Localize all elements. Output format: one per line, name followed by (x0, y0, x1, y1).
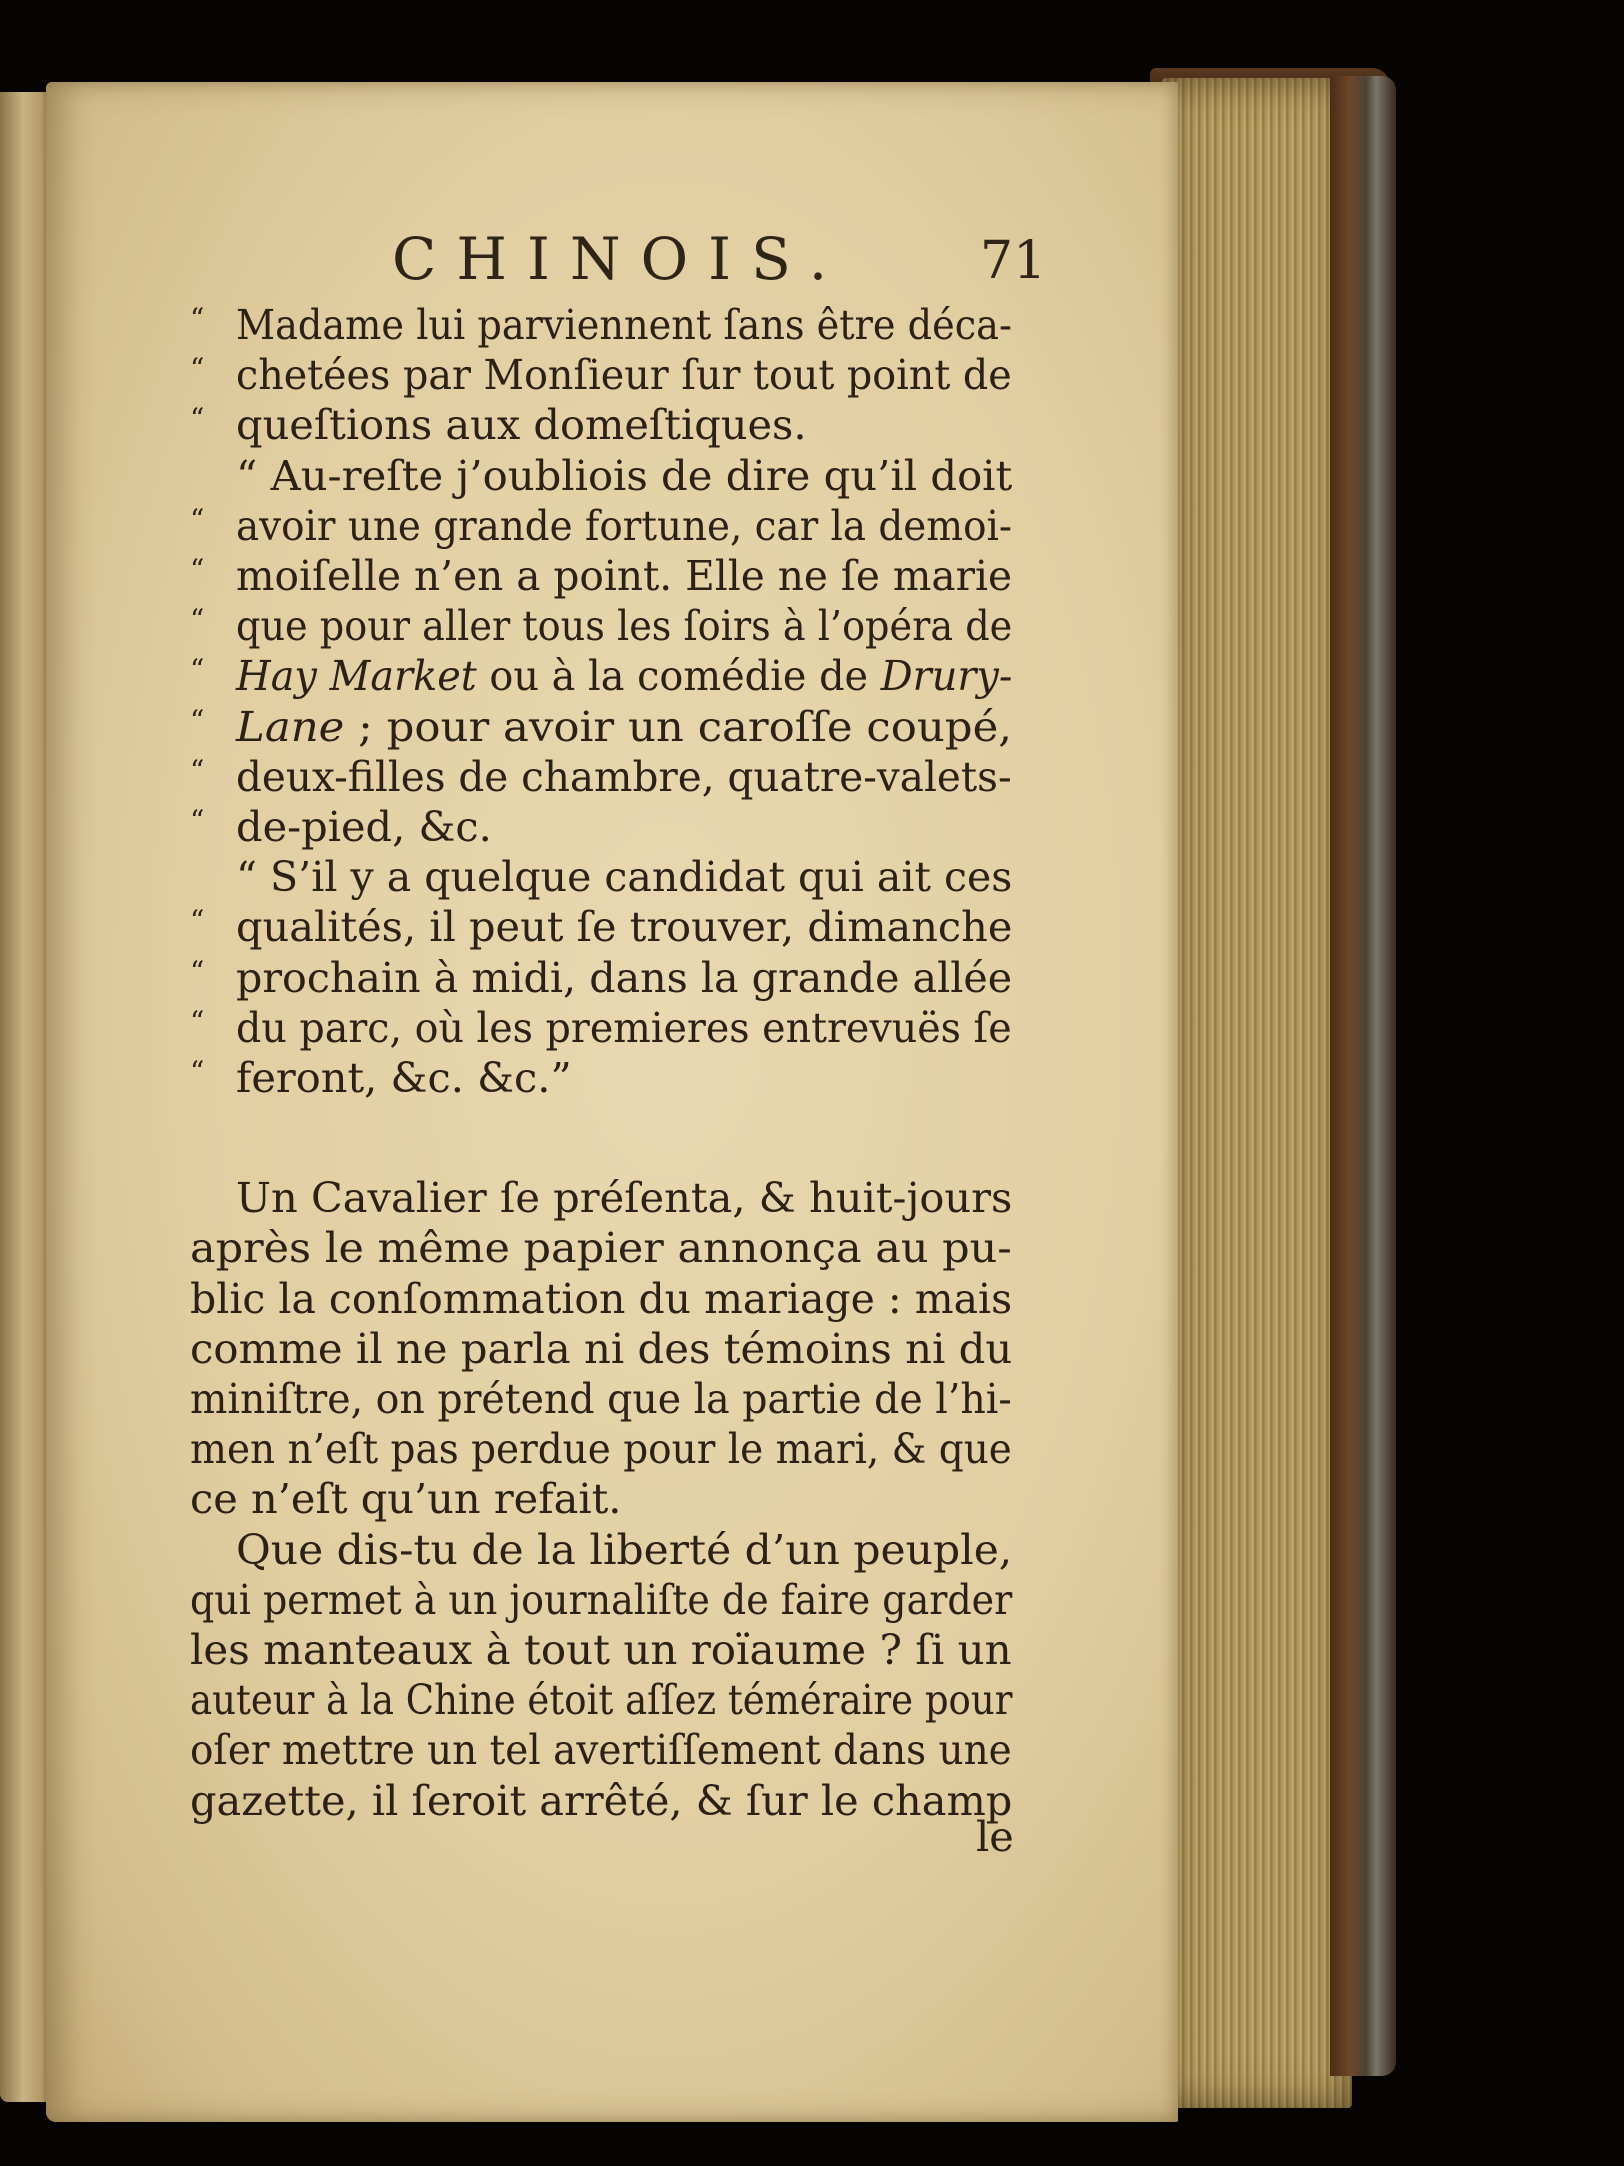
line-text (190, 1474, 621, 1524)
text-line (0, 501, 1624, 551)
text-run: du parc, où les premieres entrevuës ſe (236, 1002, 1012, 1052)
text-line (0, 1625, 1624, 1675)
line-text (190, 1776, 1012, 1826)
text-line (0, 1575, 1624, 1625)
text-line (0, 551, 1624, 601)
line-text (236, 1525, 1012, 1575)
line-text (190, 1725, 1012, 1775)
italic-text: Lane (236, 701, 345, 751)
text-line (0, 300, 1624, 350)
text-run: oſer mettre un tel avertiſſement dans une (190, 1725, 1012, 1775)
text-run: Madame lui parviennent ſans être déca- (236, 300, 1012, 349)
text-line (0, 400, 1624, 450)
quote-mark: “ (190, 553, 205, 586)
quote-mark: “ (190, 804, 205, 837)
text-line (0, 1675, 1624, 1725)
text-line (0, 1474, 1624, 1524)
line-text (236, 902, 1012, 952)
text-run: moiſelle n’en a point. Elle ne ſe marie (236, 551, 1013, 600)
line-text (236, 1053, 572, 1103)
line-text (190, 1625, 1012, 1675)
line-text (236, 953, 1012, 1003)
text-line (0, 1725, 1624, 1775)
line-text (236, 501, 1012, 551)
line-text (236, 551, 1012, 601)
text-line (0, 1274, 1624, 1324)
text-run: men n’eſt pas perdue pour le mari, & que (190, 1424, 1012, 1474)
running-head: CHINOIS. (392, 225, 848, 293)
catchword: le (976, 1812, 1014, 1861)
quote-mark: “ (190, 402, 205, 436)
text-run: les manteaux à tout un roïaume ? ſi un (190, 1625, 1012, 1674)
text-line (0, 852, 1624, 902)
text-run: ce n’eſt qu’un refait. (190, 1474, 622, 1524)
text-line (0, 802, 1624, 852)
line-text (190, 1223, 1012, 1273)
text-run: feront, &c. &c.” (236, 1053, 572, 1102)
text-line (0, 902, 1624, 952)
quote-mark: “ (190, 1055, 205, 1088)
quote-mark: “ (190, 904, 205, 938)
text-run: “ Au-reſte j’oubliois de dire qu’il doit (236, 450, 1013, 500)
text-line (0, 451, 1624, 501)
text-run: Un Cavalier ſe préſenta, & huit-jours (236, 1173, 1013, 1223)
quote-mark: “ (190, 502, 205, 536)
line-text (236, 702, 1012, 752)
line-text (236, 802, 492, 852)
text-line (0, 1525, 1624, 1575)
quote-mark: “ (190, 603, 205, 637)
text-run: ; pour avoir un caroſſe coupé, (344, 701, 1013, 751)
text-run: que pour aller tous les ſoirs à l’opéra de (236, 601, 1013, 651)
text-run: miniſtre, on prétend que la partie de l’hi- (190, 1374, 1012, 1423)
line-text (236, 651, 1012, 701)
quote-mark: “ (190, 703, 205, 737)
line-text (236, 1173, 1012, 1223)
text-line (0, 953, 1624, 1003)
line-text (236, 752, 1012, 802)
quote-mark: “ (190, 302, 205, 335)
text-line (0, 1003, 1624, 1053)
line-text (190, 1575, 1012, 1625)
text-run: avoir une grande fortune, car la demoi- (236, 500, 1013, 550)
text-line (0, 1776, 1624, 1826)
italic-text: Drury- (880, 651, 1013, 701)
line-text (236, 1003, 1012, 1053)
line-text (236, 350, 1012, 400)
text-run: deux-filles de chambre, quatre-valets- (236, 751, 1012, 801)
quote-mark: “ (190, 753, 205, 787)
text-run: “ S’il y a quelque candidat qui ait ces (236, 852, 1013, 902)
page-number: 71 (980, 231, 1047, 291)
line-text (236, 400, 807, 450)
text-line (0, 350, 1624, 400)
text-run: blic la conſommation du mariage : mais (190, 1273, 1013, 1323)
text-line (0, 651, 1624, 701)
line-text (236, 300, 1012, 350)
text-run: Que dis-tu de la liberté d’un peuple, (236, 1524, 1013, 1574)
text-run: ou à la comédie de (476, 651, 881, 701)
text-line (0, 1053, 1624, 1103)
line-text (236, 852, 1012, 902)
text-run: après le même papier annonça au pu- (190, 1223, 1012, 1273)
text-line (0, 1324, 1624, 1374)
text-line (0, 1223, 1624, 1273)
text-run: queſtions aux domeſtiques. (236, 400, 807, 450)
italic-text: Hay Market (236, 651, 477, 701)
line-text (190, 1274, 1012, 1324)
text-run: qui permet à un journaliſte de faire garder (190, 1574, 1013, 1624)
line-text (190, 1374, 1012, 1424)
text-run: prochain à midi, dans la grande allée (236, 952, 1013, 1002)
quote-mark: “ (190, 954, 205, 988)
line-text (190, 1424, 1012, 1474)
text-run: chetées par Monſieur ſur tout point de (236, 350, 1012, 400)
text-line (0, 601, 1624, 651)
line-text (236, 451, 1012, 501)
text-line (0, 752, 1624, 802)
line-text (190, 1675, 1012, 1725)
quote-mark: “ (190, 352, 205, 386)
text-line (0, 702, 1624, 752)
text-run: de-pied, &c. (236, 802, 492, 851)
line-text (190, 1324, 1012, 1374)
text-line (0, 1374, 1624, 1424)
quote-mark: “ (190, 1004, 205, 1038)
text-run: comme il ne parla ni des témoins ni du (190, 1323, 1013, 1373)
text-line (0, 1424, 1624, 1474)
text-run: auteur à la Chine étoit aſſez téméraire pour (190, 1675, 1013, 1725)
text-run: qualités, il peut ſe trouver, dimanche (236, 902, 1013, 952)
quote-mark: “ (190, 653, 205, 687)
text-run: gazette, il ſeroit arrêté, & ſur le champ (190, 1775, 1013, 1825)
line-text (236, 601, 1012, 651)
text-line (0, 1173, 1624, 1223)
